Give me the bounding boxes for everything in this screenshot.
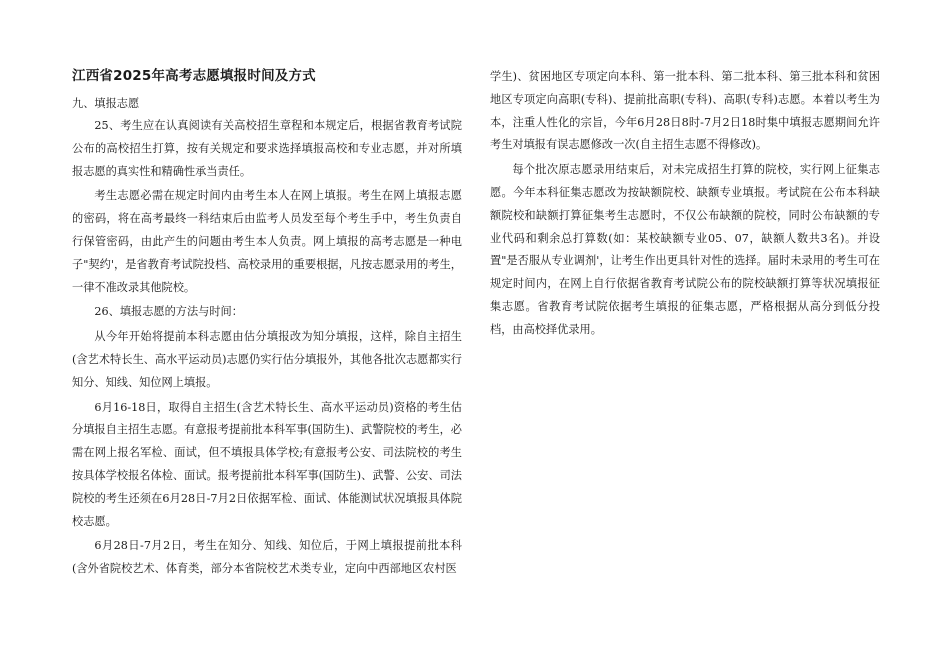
paragraph: 考生志愿必需在规定时间内由考生本人在网上填报。考生在网上填报志愿的密码，将在高考最终一科结束后由监考人员发至每个考生手中，考生负责自行保管密码，由此产生的问题由考生本人负责。网上填报的高考志愿是一种电子"契约'，是省教育考试院投档、高校录用的重要根据，凡按志愿录用的考生，一律不准改录其他院校。 [72, 189, 462, 294]
paragraph: 6月28日-7月2日，考生在知分、知线、知位后，于网上填报提前批本科(含外省院校艺术、体育类，部分本省院校艺术类专业，定向中西部地区农村医 [72, 539, 462, 576]
section-heading: 九、填报志愿 [72, 97, 140, 110]
paragraph: 6月16-18日，取得自主招生(含艺术特长生、高水平运动员)资格的考生估分填报自主招生志愿。有意报考提前批本科军事(国防生)、武警院校的考生，必需在网上报名军检、面试，但不填报具体学校;有意报考公安、司法院校的考生按具体学校报名体检、面试。报考提前批本科军事(国防生)、武警、公安、司法院校的考生还须在6月28日-7月2日依据军检、面试、体能测试状况填报具体院校志愿。 [72, 400, 462, 528]
left-column [72, 64, 462, 583]
paragraph: 26、填报志愿的方法与时间： [94, 305, 243, 319]
right-column [490, 64, 880, 344]
paragraph: 25、考生应在认真阅读有关高校招生章程和本规定后，根据省教育考试院公布的高校招生打算，按有关规定和要求选择填报高校和专业志愿，并对所填报志愿的真实性和精确性承当责任。 [72, 119, 462, 178]
paragraph: 每个批次原志愿录用结束后，对未完成招生打算的院校，实行网上征集志愿。今年本科征集志愿改为按缺额院校、缺额专业填报。考试院在公布本科缺额院校和缺额打算征集考生志愿时，不仅公布缺额的院校，同时公布缺额的专业代码和剩余总打算数(如：某校缺额专业05、07，缺额人数共3名)。并设置"是否服从专业调剂'，让考生作出更具针对性的选择。届时未录用的考生可在规定时间内，在网上自行依据省教育考试院公布的院校缺额打算等状况填报征集志愿。省教育考试院依据考生填报的征集志愿，严格根据从高分到低分投档，由高校择优录用。 [490, 163, 880, 336]
document-title: 江西省2025年高考志愿填报时间及方式 [72, 68, 316, 84]
paragraph: 从今年开始将提前本科志愿由估分填报改为知分填报，这样，除自主招生(含艺术特长生、高水平运动员)志愿仍实行估分填报外，其他各批次志愿都实行知分、知线、知位网上填报。 [72, 330, 462, 389]
paragraph-continuation: 学生)、贫困地区专项定向本科、第一批本科、第二批本科、第三批本科和贫困地区专项定向高职(专科)、提前批高职(专科)、高职(专科)志愿。本着以考生为本，注重人性化的宗旨，今年6月28日8时-7月2日18时集中填报志愿期间允许考生对填报有误志愿修改一次(自主招生志愿不得修改)。 [490, 70, 880, 152]
